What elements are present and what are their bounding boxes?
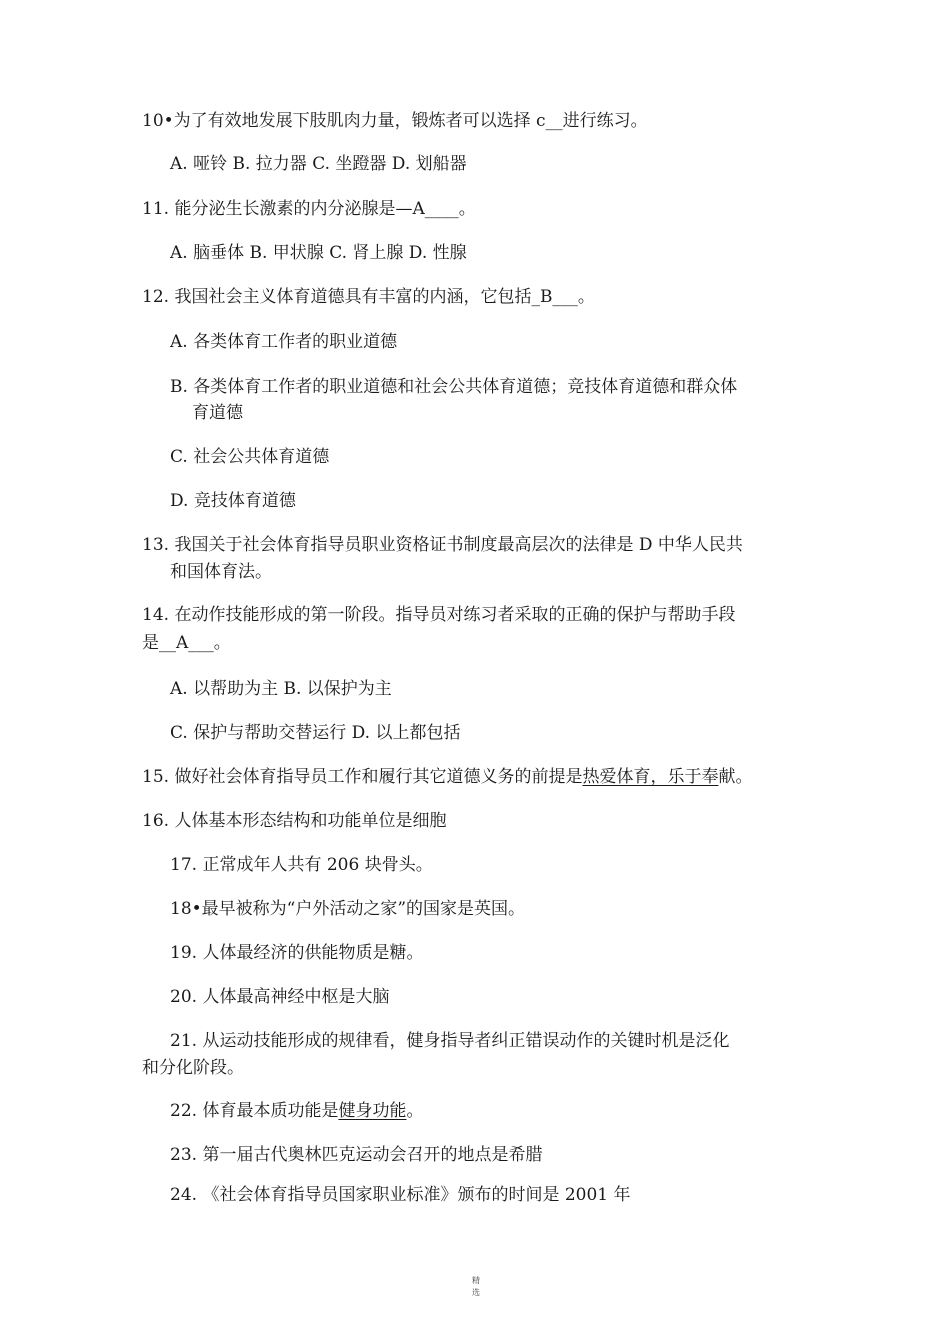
- question-21-cont: 和分化阶段。: [142, 1058, 244, 1078]
- question-11-options: A. 脑垂体 B. 甲状腺 C. 肾上腺 D. 性腺: [170, 243, 467, 263]
- question-12-option-a: A. 各类体育工作者的职业道德: [170, 332, 398, 352]
- question-12-option-d: D. 竞技体育道德: [170, 491, 296, 511]
- question-15: [142, 766, 752, 788]
- question-12-option-c: C. 社会公共体育道德: [170, 447, 330, 467]
- question-24: 24. 《社会体育指导员国家职业标准》颁布的时间是 2001 年: [170, 1185, 631, 1205]
- question-22-text: 22. 体育最本质功能是: [170, 1101, 339, 1121]
- question-12: 12. 我国社会主义体育道德具有丰富的内涵，它包括_B___。: [142, 287, 595, 307]
- question-12-option-b: B. 各类体育工作者的职业道德和社会公共体育道德；竞技体育道德和群众体: [170, 377, 738, 397]
- footer-line-1: 精: [472, 1276, 480, 1285]
- question-22-answer: 健身功能: [338, 1101, 407, 1121]
- question-13-cont: 和国体育法。: [170, 562, 272, 582]
- question-19: 19. 人体最经济的供能物质是糖。: [170, 943, 424, 963]
- question-22-end: 。: [406, 1101, 424, 1121]
- page-footer: [466, 1275, 486, 1299]
- question-23: 23. 第一届古代奥林匹克运动会召开的地点是希腊: [170, 1145, 543, 1165]
- footer-line-2: 选: [472, 1288, 480, 1297]
- question-10-options: A. 哑铃 B. 拉力器 C. 坐蹬器 D. 划船器: [170, 154, 467, 174]
- question-13: 13. 我国关于社会体育指导员职业资格证书制度最高层次的法律是 D 中华人民共: [142, 535, 743, 555]
- question-18: 18•最早被称为“户外活动之家”的国家是英国。: [170, 899, 526, 919]
- question-10: 10•为了有效地发展下肢肌肉力量，锻炼者可以选择 c__进行练习。: [142, 111, 648, 131]
- question-15-answer: 热爱体育，乐于奉: [582, 767, 719, 787]
- question-20: 20. 人体最高神经中枢是大脑: [170, 987, 390, 1007]
- question-14-cont: 是__A___。: [142, 633, 231, 653]
- question-14-options-cd: C. 保护与帮助交替运行 D. 以上都包括: [170, 723, 461, 743]
- question-15-text: 15. 做好社会体育指导员工作和履行其它道德义务的前提是: [142, 767, 583, 787]
- question-22: [170, 1100, 423, 1122]
- question-15-end: 献。: [718, 767, 753, 787]
- question-12-option-b-cont: 育道德: [192, 403, 243, 423]
- question-14: 14. 在动作技能形成的第一阶段。指导员对练习者采取的正确的保护与帮助手段: [142, 605, 736, 625]
- question-16: 16. 人体基本形态结构和功能单位是细胞: [142, 811, 447, 831]
- question-11: 11. 能分泌生长激素的内分泌腺是—A____。: [142, 199, 476, 219]
- question-17: 17. 正常成年人共有 206 块骨头。: [170, 855, 433, 875]
- question-14-options-ab: A. 以帮助为主 B. 以保护为主: [170, 679, 392, 699]
- question-21: 21. 从运动技能形成的规律看，健身指导者纠正错误动作的关键时机是泛化: [170, 1031, 730, 1051]
